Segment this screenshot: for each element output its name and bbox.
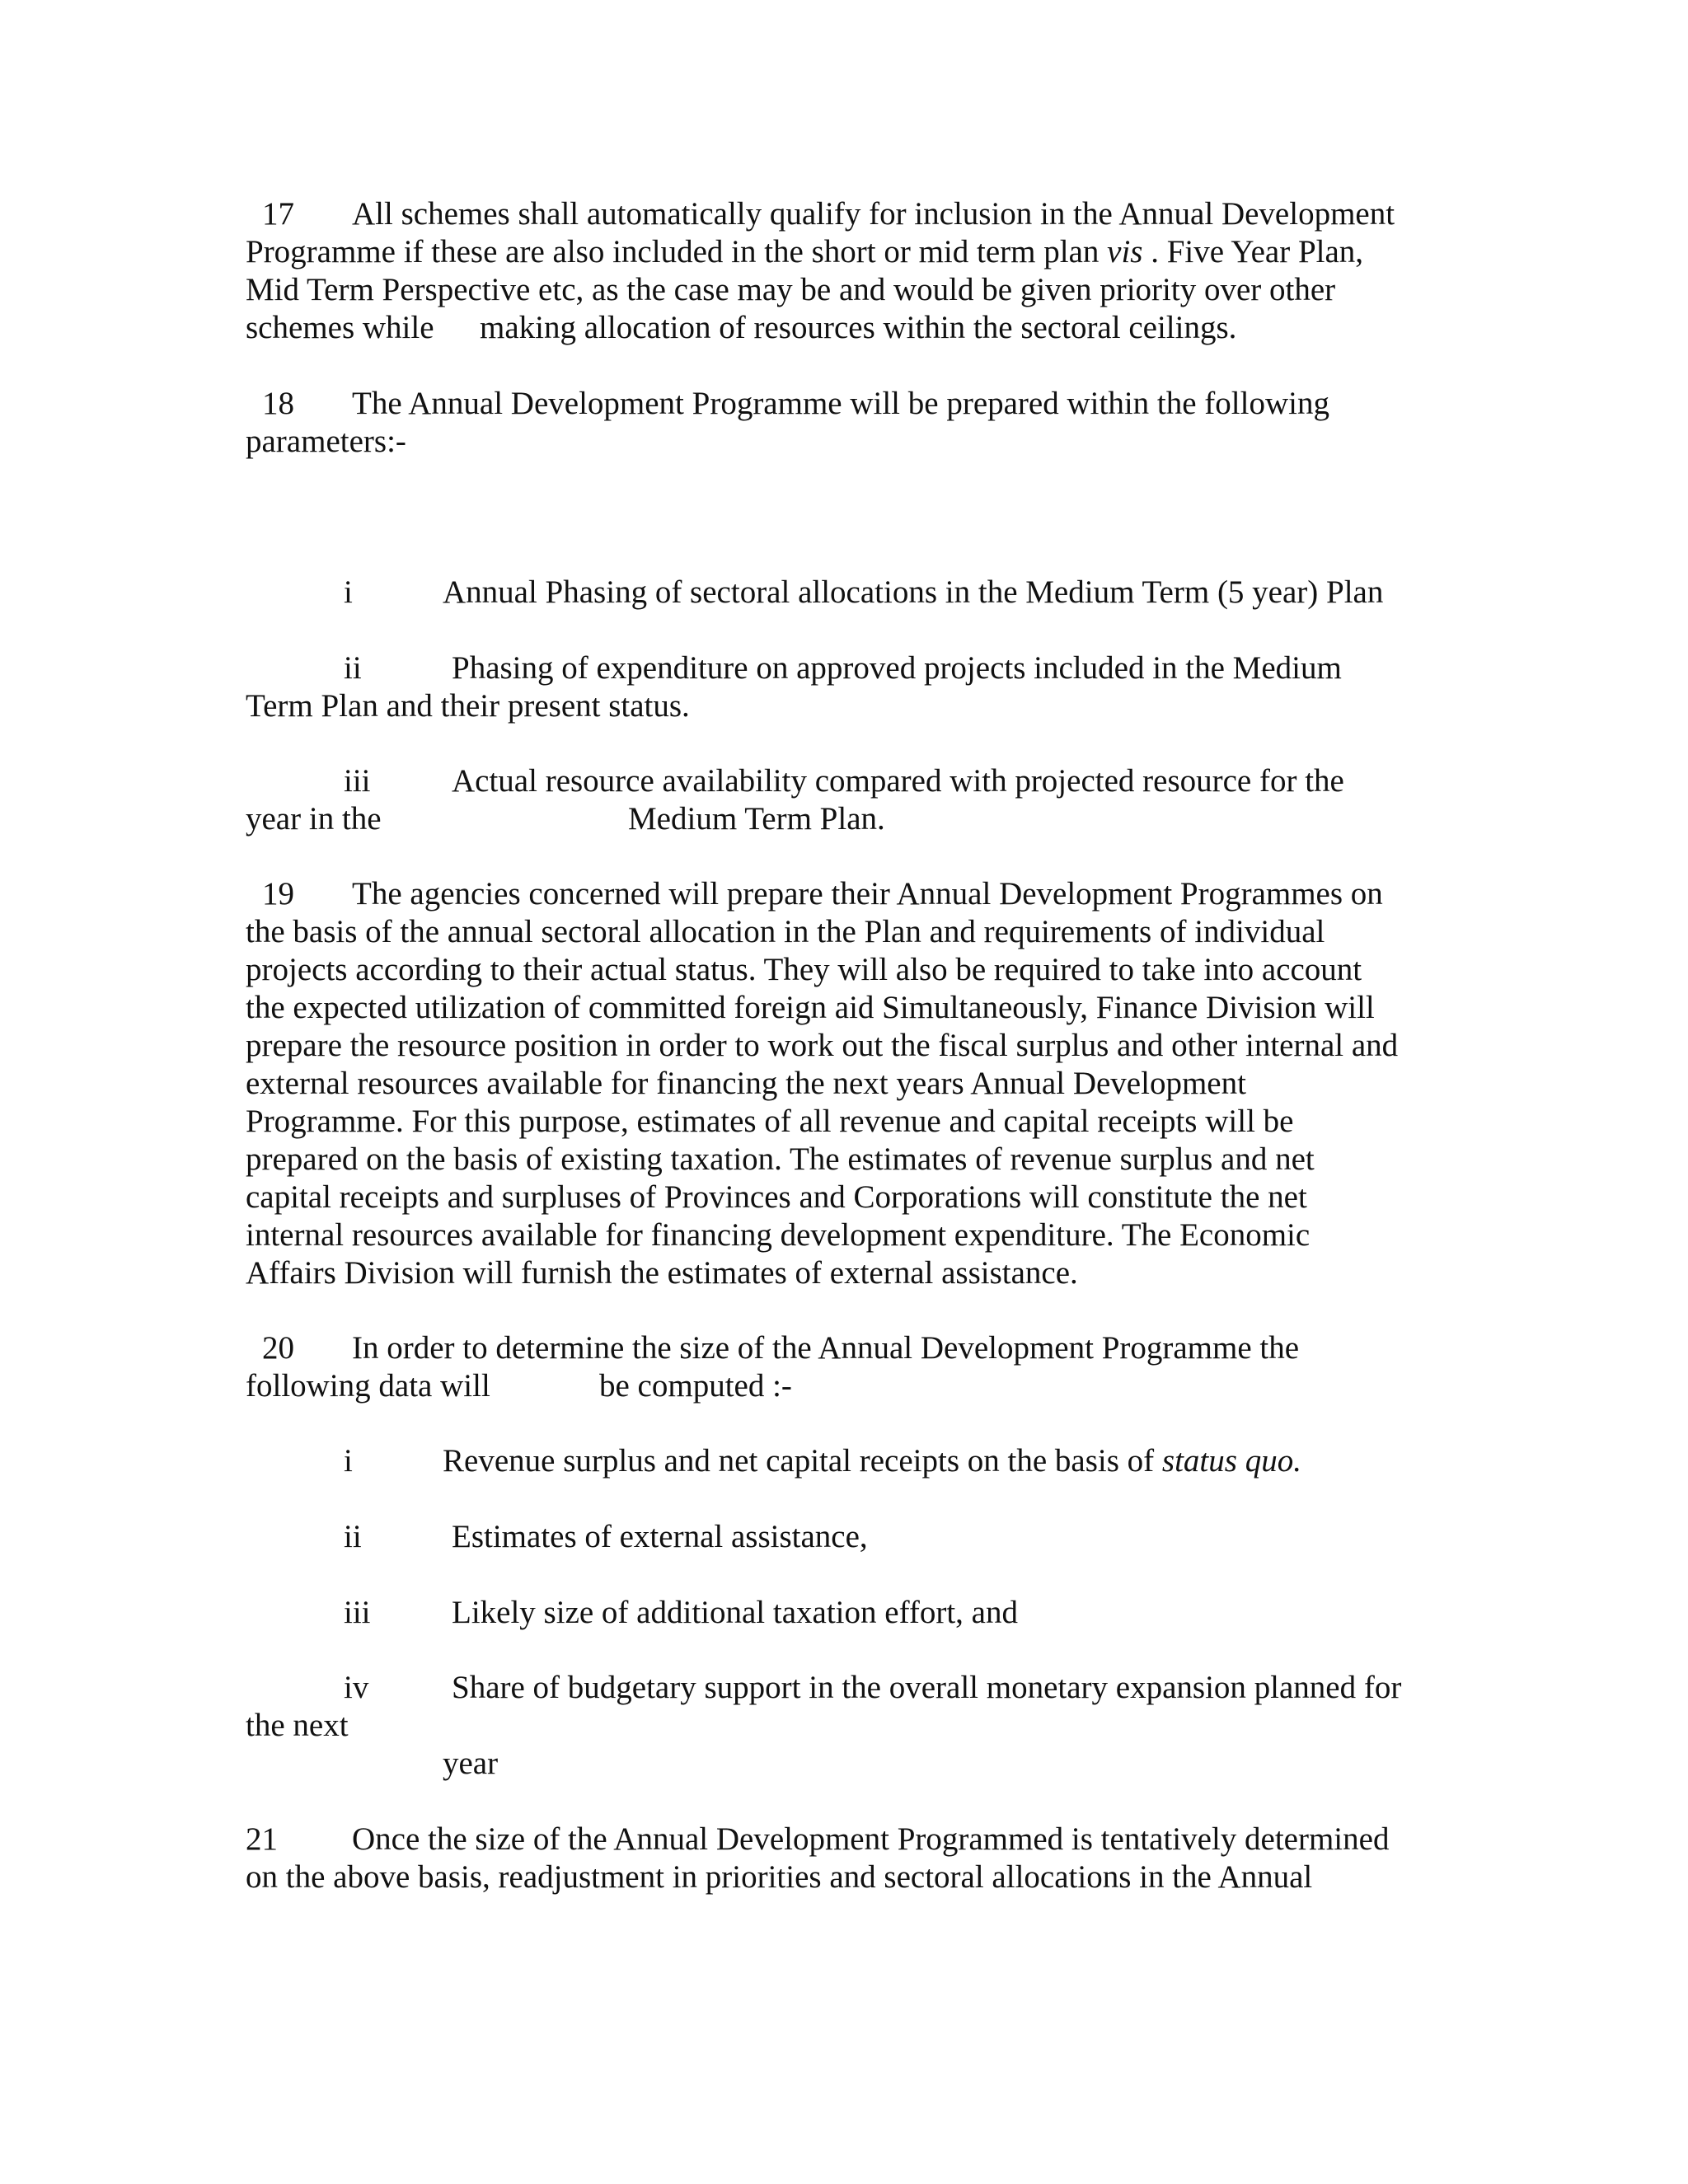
text-line: Mid Term Perspective etc, as the case may be and would be given priority over other [246, 272, 1336, 307]
list-text-continued: the next [246, 1708, 349, 1743]
list-numeral: iii [344, 763, 371, 799]
text-line: Once the size of the Annual Development Programmed is tentatively determined [352, 1821, 1390, 1857]
text-line: projects according to their actual status. They will also be required to take into account [246, 952, 1362, 987]
paragraph-number: 19 [262, 876, 294, 912]
text-line: capital receipts and surpluses of Provinces and Corporations will constitute the net [246, 1179, 1307, 1215]
paragraph-number: 17 [262, 196, 294, 232]
list-text: Likely size of additional taxation effort, and [452, 1595, 1018, 1630]
text-line: following data will [246, 1368, 490, 1404]
text-line: All schemes shall automatically qualify for inclusion in the Annual Development [352, 196, 1395, 232]
paragraph-number: 18 [262, 386, 294, 421]
list-text: Share of budgetary support in the overall monetary expansion planned for [452, 1670, 1402, 1705]
list-text: Revenue surplus and net capital receipts on the basis of status quo. [443, 1443, 1301, 1479]
list-text: Estimates of external assistance, [452, 1519, 868, 1554]
paragraph-number: 20 [262, 1330, 294, 1366]
list-text: Phasing of expenditure on approved projects included in the Medium [452, 650, 1342, 686]
text-line: the expected utilization of committed foreign aid Simultaneously, Finance Division will [246, 990, 1375, 1025]
text-line: Programme if these are also included in the short or mid term plan vis . Five Year Plan, [246, 234, 1364, 269]
text-line: on the above basis, readjustment in priorities and sectoral allocations in the Annual [246, 1859, 1313, 1895]
text-line: The Annual Development Programme will be prepared within the following [352, 386, 1329, 421]
text-line: be computed :- [599, 1368, 792, 1404]
list-numeral: i [344, 574, 353, 610]
text-line: schemes while [246, 310, 434, 345]
list-numeral: iii [344, 1595, 371, 1630]
text-line: internal resources available for financing development expenditure. The Economic [246, 1217, 1311, 1253]
list-text: Actual resource availability compared with projected resource for the [452, 763, 1344, 799]
text-line: Affairs Division will furnish the estimates of external assistance. [246, 1255, 1078, 1291]
list-text-continued: Medium Term Plan. [628, 801, 885, 837]
text-line: prepared on the basis of existing taxation. The estimates of revenue surplus and net [246, 1141, 1315, 1177]
text-line: external resources available for financing the next years Annual Development [246, 1066, 1246, 1101]
list-text-continued: year [443, 1746, 499, 1781]
list-text: Annual Phasing of sectoral allocations in the Medium Term (5 year) Plan [443, 574, 1384, 610]
list-text-continued: Term Plan and their present status. [246, 688, 690, 724]
italic-term: vis [1107, 234, 1143, 269]
text-line: prepare the resource position in order to work out the fiscal surplus and other internal and [246, 1028, 1399, 1063]
list-numeral: ii [344, 650, 362, 686]
text-line: making allocation of resources within the sectoral ceilings. [480, 310, 1237, 345]
list-numeral: iv [344, 1670, 369, 1705]
list-text-continued: year in the [246, 801, 382, 837]
list-numeral: i [344, 1443, 353, 1479]
text-line: The agencies concerned will prepare their Annual Development Programmes on [352, 876, 1383, 912]
paragraph-number: 21 [246, 1821, 278, 1857]
text-line: In order to determine the size of the Annual Development Programme the [352, 1330, 1300, 1366]
list-numeral: ii [344, 1519, 362, 1554]
text-line: parameters:- [246, 424, 406, 459]
text-line: the basis of the annual sectoral allocation in the Plan and requirements of individual [246, 914, 1325, 949]
text-line: Programme. For this purpose, estimates of all revenue and capital receipts will be [246, 1104, 1294, 1139]
italic-term: status quo. [1161, 1443, 1301, 1479]
